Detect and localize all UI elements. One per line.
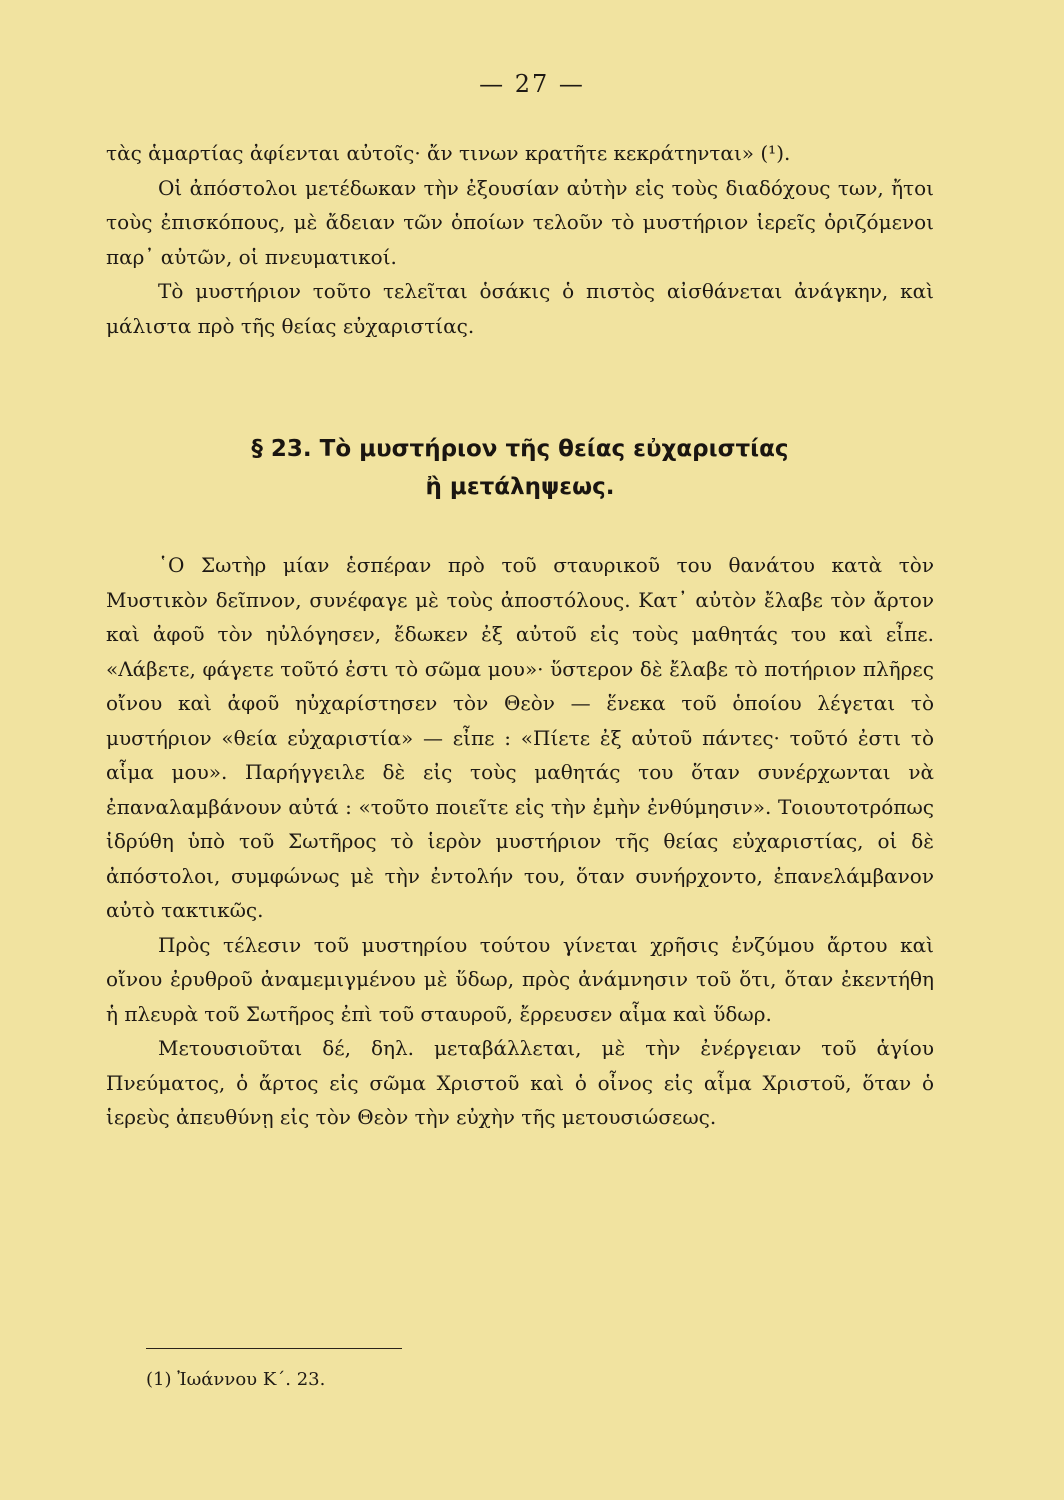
footnote: (1) Ἰωάννου Κ΄. 23. <box>146 1369 326 1390</box>
paragraph: Πρὸς τέλεσιν τοῦ μυστηρίου τούτου γίνεται χρῆσις ἐνζύμου ἄρτου καὶ οἴνου ἐρυθροῦ ἀναμεμιγμένου μὲ ὕδωρ, πρὸς ἀνάμνησιν τοῦ ὅτι, ὅταν ἐκεντήθη ἡ πλευρὰ τοῦ Σωτῆρος ἐπὶ τοῦ σταυροῦ, ἔρρευσεν αἷμα καὶ ὕδωρ. <box>106 932 934 1026</box>
paragraph: ῾Ο Σωτὴρ μίαν ἑσπέραν πρὸ τοῦ σταυρικοῦ του θανάτου κατὰ τὸν Μυστικὸν δεῖπνον, συνέφαγε μὲ τοὺς ἀποστόλους. Κατ᾽ αὐτὸν ἔλαβε τὸν ἄρτον καὶ ἀφοῦ τὸν ηὐλόγησεν, ἔδωκεν ἐξ αὐτοῦ εἰς τοὺς μαθητάς του καὶ εἶπε. «Λάβετε, φάγετε τοῦτό ἐστι τὸ σῶμα μου»· ὕστερον δὲ ἔλαβε τὸ ποτήριον πλῆρες οἴνου καὶ ἀφοῦ ηὐχαρίστησεν τὸν Θεὸν — ἕνεκα τοῦ ὁποίου λέγεται τὸ μυστήριον «θεία εὐχαριστία» — εἶπε : «Πίετε ἐξ αὐτοῦ πάντες· τοῦτό ἐστι τὸ αἷμα μου». Παρήγγειλε δὲ εἰς τοὺς μαθητάς του ὅταν συνέρχωνται νὰ ἐπαναλαμβάνουν αὐτά : «τοῦτο ποιεῖτε εἰς τὴν ἐμὴν ἐνθύμησιν». Τοιουτοτρόπως ἱδρύθη ὑπὸ τοῦ Σωτῆρος τὸ ἱερὸν μυστήριον τῆς θείας εὐχαριστίας, οἱ δὲ ἀπόστολοι, συμφώνως μὲ τὴν ἐντολήν του, ὅταν συνήρχοντο, ἐπανελάμβανον αὐτὸ τακτικῶς. <box>106 553 934 922</box>
paragraph: Μετουσιοῦται δέ, δηλ. μεταβάλλεται, μὲ τὴν ἐνέργειαν τοῦ ἁγίου Πνεύματος, ὁ ἄρτος εἰς σῶμα Χριστοῦ καὶ ὁ οἶνος εἰς αἷμα Χριστοῦ, ὅταν ὁ ἱερεὺς ἀπευθύνῃ εἰς τὸν Θεὸν τὴν εὐχὴν τῆς μετουσιώσεως. <box>106 1036 934 1129</box>
section-heading-line-2: ἢ μετάληψεως. <box>425 474 615 500</box>
top-text-block <box>106 136 934 343</box>
paragraph: Οἱ ἀπόστολοι μετέδωκαν τὴν ἐξουσίαν αὐτὴν εἰς τοὺς διαδόχους των, ἤτοι τοὺς ἐπισκόπους, μὲ ἄδειαν τῶν ὁποίων τελοῦν τὸ μυστήριον ἱερεῖς ὁριζόμενοι παρ᾽ αὐτῶν, οἱ πνευματικοί. <box>106 175 934 269</box>
section-heading-line-1: § 23. Τὸ μυστήριον τῆς θείας εὐχαριστίας <box>251 436 789 462</box>
page-number: — 27 — <box>479 70 585 98</box>
section-heading <box>106 430 934 506</box>
paragraph-continuation: τὰς ἁμαρτίας ἀφίενται αὐτοῖς· ἄν τινων κρατῆτε κεκράτηνται» (¹). <box>106 141 791 165</box>
main-text-block <box>106 548 934 1135</box>
footnote-divider <box>146 1348 402 1349</box>
paragraph: Τὸ μυστήριον τοῦτο τελεῖται ὁσάκις ὁ πιστὸς αἰσθάνεται ἀνάγκην, καὶ μάλιστα πρὸ τῆς θείας εὐχαριστίας. <box>106 279 934 338</box>
